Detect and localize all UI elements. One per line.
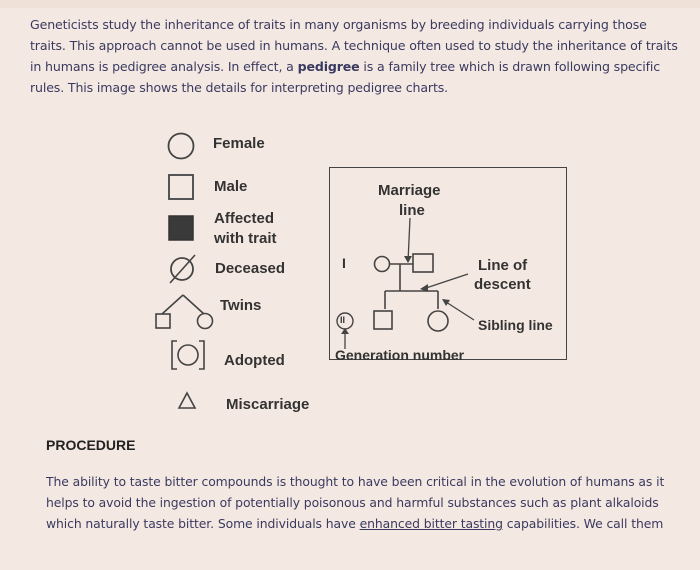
- generation-ii-label: II: [340, 315, 346, 325]
- generation-number-label: Generation number: [335, 347, 465, 363]
- female-label: Female: [213, 135, 265, 152]
- deceased-label: Deceased: [215, 260, 286, 277]
- generation-i-label: I: [342, 255, 346, 271]
- pedigree-term: pedigree: [297, 59, 360, 74]
- line-of-descent-label-1: Line of: [478, 257, 528, 274]
- gen2-male-icon: [374, 311, 392, 329]
- pedigree-example-box: [329, 167, 567, 363]
- deceased-icon: [166, 252, 200, 286]
- adopted-icon: [168, 338, 208, 372]
- male-square-icon: [166, 172, 196, 202]
- marriage-line-label-1: Marriage: [378, 182, 441, 199]
- intro-line-3-pre: in humans is pedigree analysis. In effect, a: [30, 59, 298, 74]
- affected-square-icon: [166, 213, 196, 243]
- intro-line-1: Geneticists study the inheritance of traits in many organisms by breeding individuals carrying those: [30, 17, 647, 32]
- procedure-line-3-pre: which naturally taste bitter. Some individuals have: [46, 516, 360, 531]
- procedure-line-3-post: capabilities. We call them: [502, 516, 664, 531]
- gen2-female-icon: [428, 311, 448, 331]
- gen1-female-icon: [375, 257, 390, 272]
- procedure-line-1: The ability to taste bitter compounds is thought to have been critical in the evolution of humans as it: [46, 474, 665, 489]
- marriage-line-label-2: line: [399, 202, 425, 219]
- affected-label-line1: Affected: [214, 210, 275, 227]
- twins-icon: [152, 292, 218, 332]
- male-label: Male: [214, 178, 248, 195]
- miscarriage-label: Miscarriage: [226, 396, 310, 413]
- gen1-male-icon: [413, 254, 433, 272]
- adopted-label: Adopted: [224, 352, 285, 369]
- procedure-paragraph: [46, 471, 696, 534]
- line-of-descent-label-2: descent: [474, 276, 531, 293]
- affected-label-line2: with trait: [214, 230, 277, 247]
- female-circle-icon: [166, 131, 196, 161]
- intro-line-3-post: is a family tree which is drawn following specific: [359, 59, 661, 74]
- intro-line-4: rules. This image shows the details for interpreting pedigree charts.: [30, 80, 448, 95]
- procedure-line-2: helps to avoid the ingestion of potentially poisonous and harmful substances such as plant alkaloids: [46, 495, 659, 510]
- procedure-line-3: [46, 513, 696, 534]
- procedure-heading: PROCEDURE: [46, 437, 136, 453]
- enhanced-bitter-tasting-link[interactable]: enhanced bitter tasting: [359, 516, 503, 531]
- miscarriage-triangle-icon: [176, 390, 198, 412]
- twins-label: Twins: [220, 297, 262, 314]
- sibling-line-label: Sibling line: [478, 317, 553, 333]
- intro-line-2: traits. This approach cannot be used in humans. A technique often used to study the inheritance of traits: [30, 38, 678, 53]
